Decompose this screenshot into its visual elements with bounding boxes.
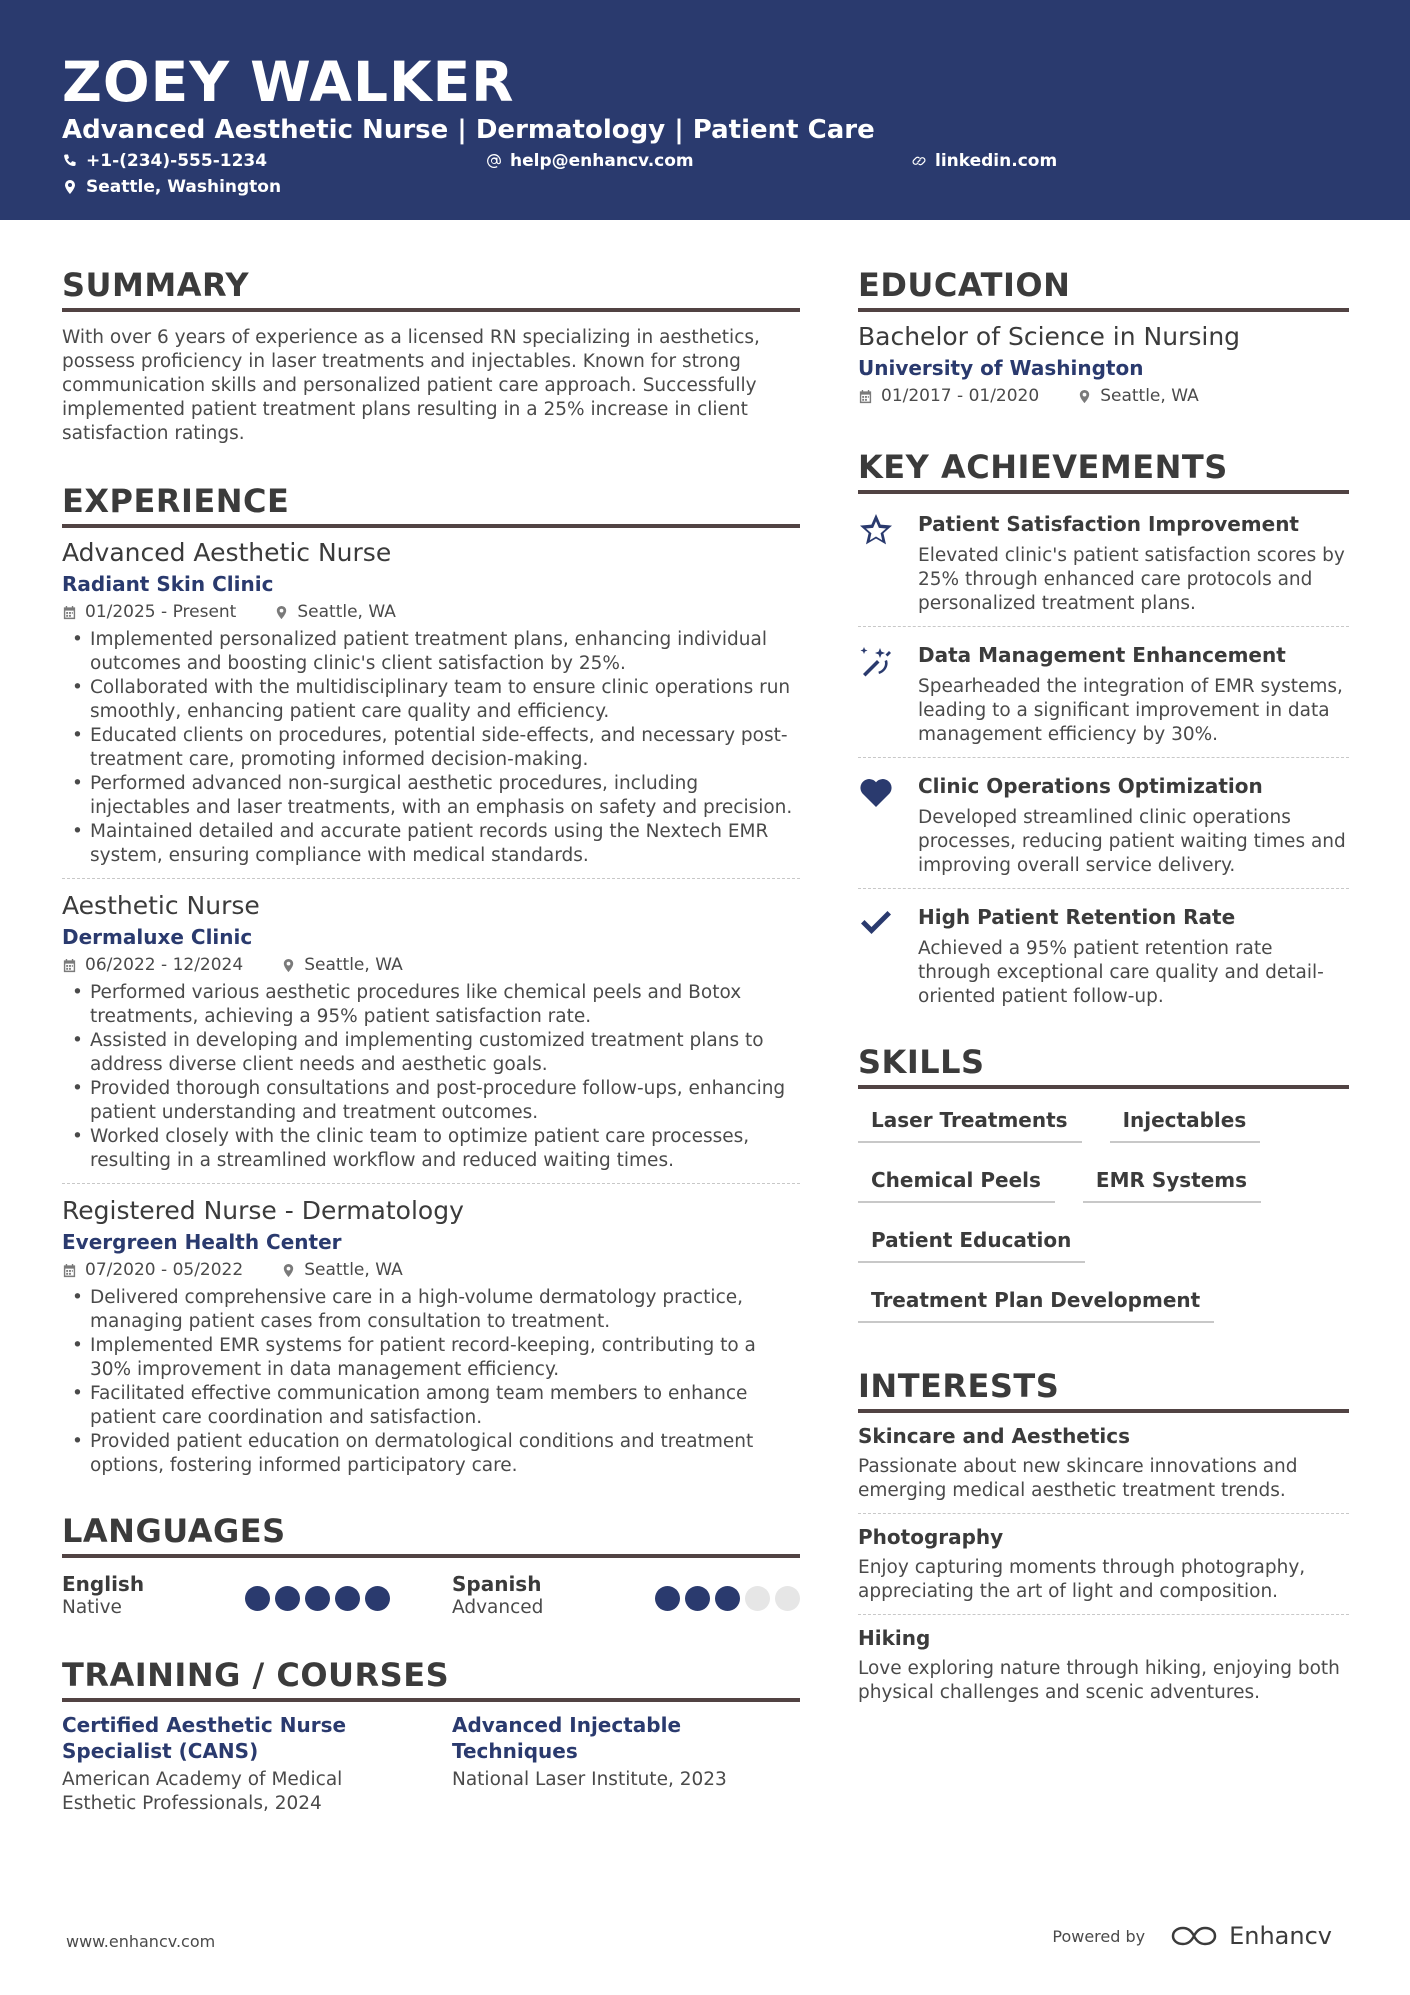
email-text: help@enhancv.com [510,151,694,171]
language-level: Native [62,1597,122,1618]
bullet-item: • Facilitated effective communication among team members to enhance patient care coordination and satisfaction. [62,1382,800,1430]
proficiency-dots [655,1572,800,1620]
job-entry [62,1194,800,1488]
education-location: Seattle, WA [1100,386,1199,406]
bullet-item: • Provided thorough consultations and post-procedure follow-ups, enhancing patient understanding and treatment outcomes. [62,1077,800,1125]
job-meta [62,600,800,624]
course-title: Advanced Injectable Techniques [452,1713,682,1763]
phone-text: +1-(234)-555-1234 [86,151,268,171]
website-text: linkedin.com [935,151,1058,171]
interest-item [858,1625,1349,1715]
job-title: Aesthetic Nurse [62,891,260,920]
achievement-item [858,901,1349,1019]
left-column [62,264,800,1816]
bullet-item: • Implemented personalized patient treatment plans, enhancing individual outcomes and boosting clinic's client satisfaction by 25%. [62,628,800,676]
contact-phone [62,151,267,171]
course-item [452,1712,800,1816]
interests-section [858,1365,1349,1715]
company-name: Dermaluxe Clinic [62,925,253,949]
language-name: English [62,1572,145,1596]
course-org: American Academy of Medical Esthetic Professionals, 2024 [62,1769,343,1814]
section-title-achievements: KEY ACHIEVEMENTS [858,446,1349,494]
section-title-training: TRAINING / COURSES [62,1654,800,1702]
proficiency-dot-filled [305,1586,330,1611]
education-dates: 01/2017 - 01/2020 [881,386,1040,406]
interest-title: Skincare and Aesthetics [858,1424,1131,1448]
bullet-item: • Worked closely with the clinic team to optimize patient care processes, resulting in a streamlined workflow and reduced waiting times. [62,1125,800,1173]
contact-website[interactable] [911,151,1057,171]
job-bullets [62,981,800,1173]
enhancv-logo-icon [1171,1924,1217,1948]
job-title: Advanced Aesthetic Nurse [62,538,392,567]
location-pin-icon [1077,389,1092,404]
achievement-item [858,639,1349,758]
section-title-languages: LANGUAGES [62,1510,800,1558]
bullet-item: • Collaborated with the multidisciplinary team to ensure clinic operations run smoothly, enhancing patient care quality and efficiency. [62,676,800,724]
interest-item [858,1423,1349,1514]
right-column [858,264,1349,1725]
job-bullets [62,1286,800,1478]
achievement-item [858,508,1349,627]
location-text: Seattle, Washington [86,177,282,197]
proficiency-dot-filled [245,1586,270,1611]
calendar-icon [62,1263,77,1278]
job-dates: 06/2022 - 12/2024 [85,955,244,975]
skill-tag: Laser Treatments [858,1107,1082,1143]
candidate-headline: Advanced Aesthetic Nurse | Dermatology | Patient Care [62,115,875,145]
brand-name: Enhancv [1229,1922,1332,1950]
education-meta [858,384,1349,408]
proficiency-dot-empty [745,1586,770,1611]
proficiency-dot-filled [365,1586,390,1611]
section-title-education: EDUCATION [858,264,1349,312]
magic-wand-icon [858,643,894,679]
bullet-item: • Performed various aesthetic procedures like chemical peels and Botox treatments, achieving a 95% patient satisfaction rate. [62,981,800,1029]
interest-item [858,1524,1349,1615]
calendar-icon [62,605,77,620]
achievement-title: High Patient Retention Rate [918,905,1236,929]
company-name: Evergreen Health Center [62,1230,342,1254]
link-icon [911,153,927,169]
achievement-title: Clinic Operations Optimization [918,774,1263,798]
course-item [62,1712,452,1816]
language-level: Advanced [452,1597,544,1618]
bullet-item: • Assisted in developing and implementing customized treatment plans to address diverse client needs and aesthetic goals. [62,1029,800,1077]
courses-list [62,1712,800,1816]
section-title-experience: EXPERIENCE [62,480,800,528]
proficiency-dot-filled [275,1586,300,1611]
job-entry [62,536,800,879]
achievements-section [858,446,1349,1019]
skill-tag: Chemical Peels [858,1167,1055,1203]
candidate-name: ZOEY WALKER [62,50,515,114]
checkmark-icon [858,905,894,941]
interest-title: Hiking [858,1626,931,1650]
achievement-desc: Elevated clinic's patient satisfaction scores by 25% through enhanced care protocols and personalized treatment plans. [918,545,1345,614]
skill-tag: Treatment Plan Development [858,1287,1214,1323]
skills-section [858,1041,1349,1323]
location-pin-icon [281,1263,296,1278]
interest-desc: Enjoy capturing moments through photography, appreciating the art of light and composition. [858,1557,1306,1602]
job-location: Seattle, WA [297,602,396,622]
job-dates: 07/2020 - 05/2022 [85,1260,244,1280]
company-name: Radiant Skin Clinic [62,572,274,596]
contact-location [62,177,281,197]
bullet-item: • Maintained detailed and accurate patient records using the Nextech EMR system, ensuring compliance with medical standards. [62,820,800,868]
job-meta [62,953,800,977]
job-dates: 01/2025 - Present [85,602,237,622]
phone-icon [62,153,78,169]
interest-desc: Love exploring nature through hiking, enjoying both physical challenges and scenic adventures. [858,1658,1340,1703]
section-title-summary: SUMMARY [62,264,800,312]
proficiency-dot-filled [335,1586,360,1611]
school-name: University of Washington [858,356,1144,380]
job-title: Registered Nurse - Dermatology [62,1196,464,1225]
location-pin-icon [281,958,296,973]
section-title-interests: INTERESTS [858,1365,1349,1413]
bullet-item: • Provided patient education on dermatological conditions and treatment options, fostering informed participatory care. [62,1430,800,1478]
heart-icon [858,774,894,810]
location-pin-icon [62,179,78,195]
proficiency-dot-filled [655,1586,680,1611]
calendar-icon [858,389,873,404]
interest-desc: Passionate about new skincare innovations and emerging medical aesthetic treatment trends. [858,1456,1298,1501]
interest-title: Photography [858,1525,1004,1549]
job-location: Seattle, WA [304,1260,403,1280]
training-section [62,1654,800,1816]
course-title: Certified Aesthetic Nurse Specialist (CANS) [62,1713,347,1763]
powered-by-text: Powered by [1052,1926,1146,1946]
proficiency-dot-filled [715,1586,740,1611]
job-meta [62,1258,800,1282]
contact-email[interactable] [486,151,694,171]
bullet-item: • Delivered comprehensive care in a high-volume dermatology practice, managing patient cases from consultation to treatment. [62,1286,800,1334]
at-sign-icon [486,153,502,169]
summary-section [62,264,800,446]
section-title-skills: SKILLS [858,1041,1349,1089]
skill-tag: EMR Systems [1083,1167,1261,1203]
degree-title: Bachelor of Science in Nursing [858,322,1241,351]
language-item [62,1572,452,1620]
bullet-item: • Implemented EMR systems for patient record-keeping, contributing to a 30% improvement in data management efficiency. [62,1334,800,1382]
job-bullets [62,628,800,868]
job-location: Seattle, WA [304,955,403,975]
achievement-item [858,770,1349,889]
skill-tag: Injectables [1110,1107,1261,1143]
language-item [452,1572,800,1620]
calendar-icon [62,958,77,973]
achievement-desc: Achieved a 95% patient retention rate through exceptional care quality and detail-oriented patient follow-up. [918,938,1324,1007]
footer-website[interactable]: www.enhancv.com [66,1932,216,1951]
course-org: National Laser Institute, 2023 [452,1769,727,1790]
location-pin-icon [274,605,289,620]
bullet-item: • Educated clients on procedures, potential side-effects, and necessary post-treatment care, promoting informed decision-making. [62,724,800,772]
proficiency-dots [245,1572,390,1620]
languages-list [62,1572,800,1620]
summary-text: With over 6 years of experience as a licensed RN specializing in aesthetics, possess proficiency in laser treatments and injectables. Known for strong communication skills and personalized patient care approach. Successfully implemented patient treatment plans resulting in a 25% increase in client satisfaction ratings. [62,327,760,444]
achievement-title: Patient Satisfaction Improvement [918,512,1299,536]
experience-section [62,480,800,1488]
bullet-item: • Performed advanced non-surgical aesthetic procedures, including injectables and laser treatments, with an emphasis on safety and precision. [62,772,800,820]
resume-header [0,0,1410,220]
languages-section [62,1510,800,1620]
proficiency-dot-empty [775,1586,800,1611]
job-entry [62,889,800,1184]
education-section [858,264,1349,408]
achievement-title: Data Management Enhancement [918,643,1286,667]
footer-branding [1052,1922,1332,1950]
skills-list [858,1107,1349,1323]
skill-tag: Patient Education [858,1227,1085,1263]
proficiency-dot-filled [685,1586,710,1611]
achievement-desc: Developed streamlined clinic operations processes, reducing patient waiting times and improving overall service delivery. [918,807,1346,876]
star-icon [858,512,894,548]
language-name: Spanish [452,1572,542,1596]
achievement-desc: Spearheaded the integration of EMR systems, leading to a significant improvement in data management efficiency by 30%. [918,676,1343,745]
